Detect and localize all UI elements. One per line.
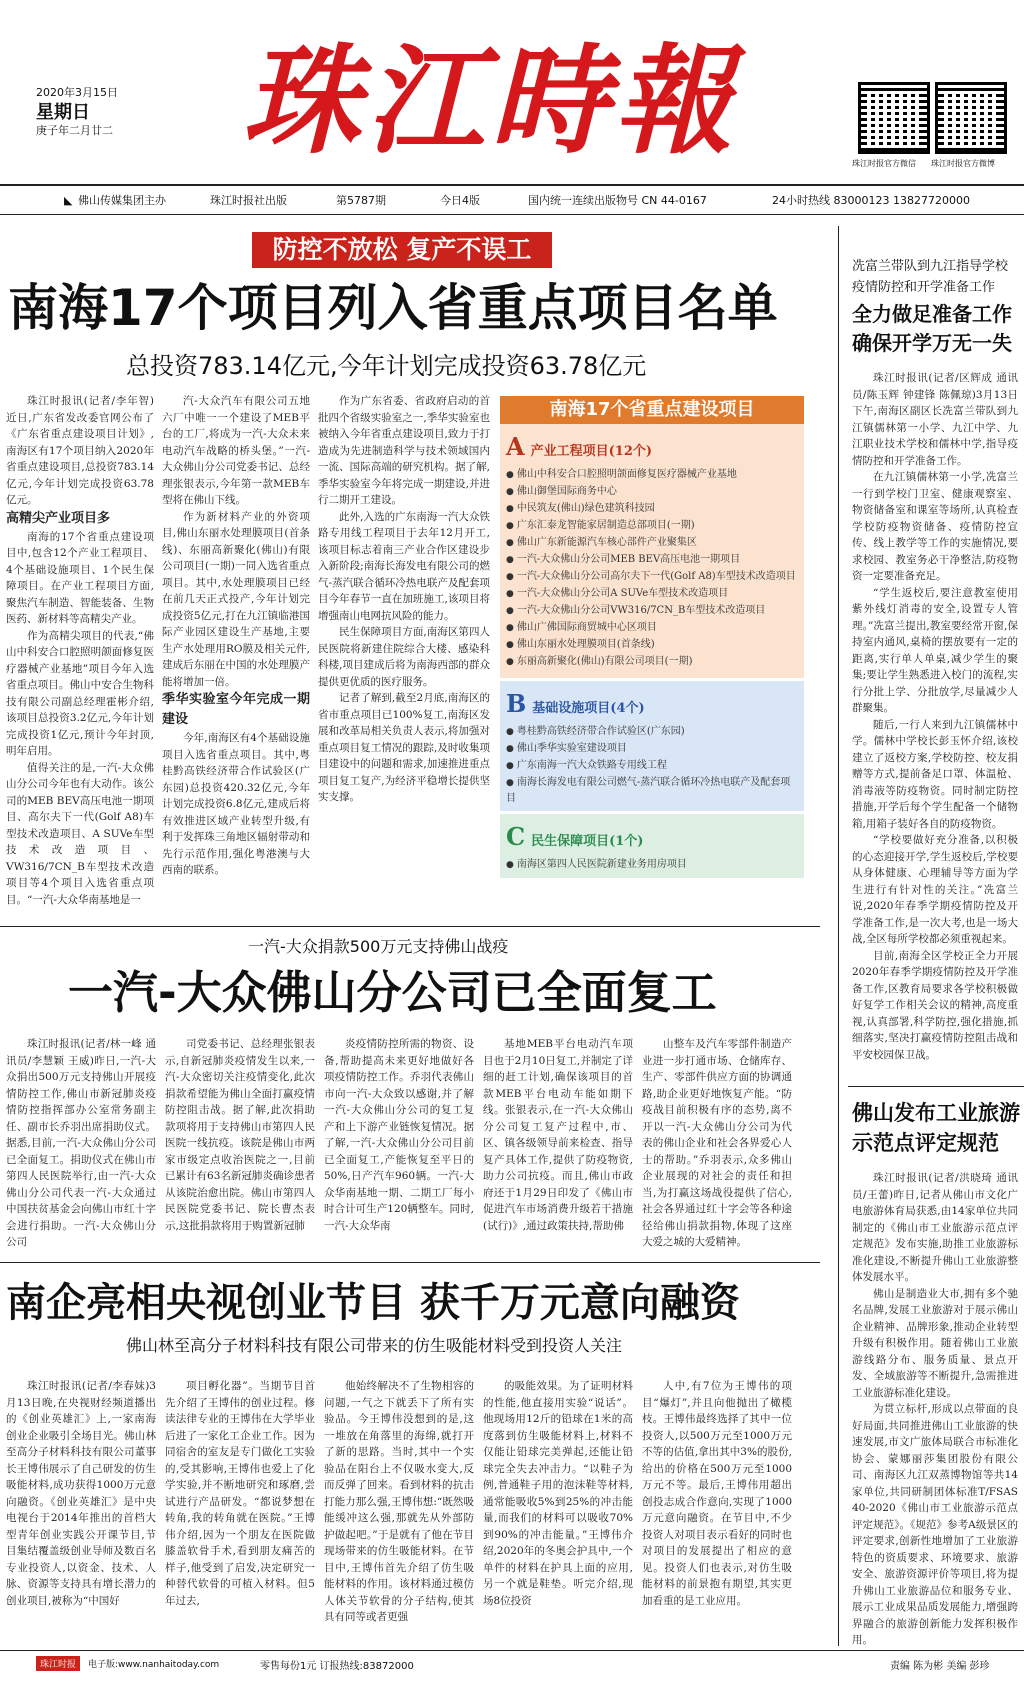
lead-subhead: 总投资783.14亿元,今年计划完成投资63.78亿元 <box>126 352 647 380</box>
qr2-caption: 珠江时报官方微博 <box>931 159 995 168</box>
project-item: ● 佛山季华实验室建设项目 <box>506 741 798 757</box>
article-column <box>6 1036 156 1248</box>
side1-kicker: 冼富兰带队到九江指导学校疫情防控和开学准备工作 <box>852 259 1009 295</box>
paragraph: 佛山是制造业大市,拥有多个驰名品牌,发展工业旅游对于展示佛山企业精神、品牌形象,推动企业转型升级有积极作用。随着佛山工业旅游线路分布、服务质量、景点开发、全域旅游等不断提升,急需推进工业旅游标准化建设。 <box>852 1287 1018 1399</box>
faw-headline: 一汽-大众佛山分公司已全面复工 <box>68 966 717 1019</box>
footer-website[interactable]: 电子版:www.nanhaitoday.com <box>88 1660 220 1670</box>
project-item: ● 南海区第四人民医院新建业务用房项目 <box>506 857 798 873</box>
paragraph: 珠江时报讯(记者/洪晓琦 通讯员/王蕾)昨日,记者从佛山市文化广电旅游体育局获悉,由14家单位共同制定的《佛山市工业旅游示范点评定规范》发布实施,助推工业旅游标准化建设,不断提升佛山工业旅游整体发展水平。 <box>852 1172 1018 1283</box>
project-item: ● 一汽-大众佛山分公司VW316/7CN_B车型技术改造项目 <box>506 603 798 619</box>
group-logo-icon: ◣ <box>64 194 73 207</box>
project-item: ● 东丽高新聚化(佛山)有限公司项目(一期) <box>506 654 798 670</box>
qr1-caption: 珠江时报官方微信 <box>852 159 916 168</box>
lead-headline: 南海17个项目列入省重点项目名单 <box>8 279 778 337</box>
paragraph: 作为新材料产业的外资项目,佛山东丽水处理膜项目(首条线)、东丽高新聚化(佛山)有限公司项目(一期)一同入选省重点项目。其中,水处理膜项目已经在前几天正式投产,今年计划完成投资5亿元,打在九江镇临港国际产业园区建设生产基地,主要生产水处理用RO膜及相关元件,建成后东丽在中国的水处理膜产能将增加一倍。 <box>162 510 310 688</box>
paragraph: 他始终解决不了生物相容的问题,一气之下就丢下了所有实验品。今王博伟没想到的是,这一堆放在角落里的海绵,就打开了新的思路。当时,其中一个实验品在阳台上不仅吸水变大,反而反弹了回来。看到材料的抗击打能力那么强,王博伟想:“既然吸能缓冲这么强,那就先从外部防护做起吧。”于是就有了他在节目现场带来的仿生吸能材料。在节目中,王博伟首先介绍了仿生吸能材料的作用。该材料通过模仿人体关节软骨的分子结构,使其具有同等或者更强 <box>324 1380 474 1623</box>
lead-col3 <box>318 393 490 888</box>
paragraph: 为贯立标杆,形成以点带面的良好局面,共同推进佛山工业旅游的快速发展,市文广旅体局联合市标准化协会、蒙娜丽莎集团股份有限公司、南海区九江双蒸博物馆等共14家单位,共同研制团体标准T/FSAS 40-2020《佛山市工业旅游示范点评定规范》。《规范》参考A级景区的评定要求,创新性地增加了工业旅游特色的资质要求、环境要求、旅游安全、旅游资源评价等项目,将为提升佛山工业旅游品位和服务专业、展示工业成果品质发展能力,增强跨界融合的旅游创新能力发挥积极作用。 <box>852 1403 1018 1646</box>
footer-brand: 珠江时报 <box>36 1656 80 1671</box>
masthead-lunar: 庚子年二月廿二 <box>36 124 113 137</box>
info-bar <box>0 192 1024 210</box>
faw-kicker: 一汽-大众捐款500万元支持佛山战疫 <box>248 937 509 956</box>
paragraph: 作为广东省委、省政府启动的首批四个省级实验室之一,季华实验室也被纳入今年省重点建设项目,致力于打造成为先进制造科学与技术领域国内一流、国际高端的研究机构。据了解,季华实验室今年将完成一期建设,并进行二期开工建设。 <box>318 395 490 506</box>
lead-col1 <box>6 393 154 906</box>
side2-headline: 佛山发布工业旅游示范点评定规范 <box>852 1101 1020 1155</box>
paragraph: 南海的17个省重点建设项目中,包含12个产业工程项目、4个基础设施项目、1个民生保障项目。在产业工程项目方面,聚焦汽车制造、智能装备、生物医药、新材料等高精尖产业。 <box>6 530 154 625</box>
qr-weibo-icon <box>935 82 1007 154</box>
info-issue: 第5787期 <box>336 194 386 207</box>
project-item: ● 佛山广佛国际商贸城中心区项目 <box>506 620 798 636</box>
projects-box-title: 南海17个省重点建设项目 <box>500 396 804 424</box>
paragraph: 随后,一行人来到九江镇儒林中学。儒林中学校长彭玉怀介绍,该校建立了返校方案,学校防控、校友捐赠等方式,提前备足口罩、体温枪、消毒液等防疫物资。同时制定防控措施,开学后每个学生配备一个储物箱,用箱子装好各自的防疫物资。 <box>852 718 1018 830</box>
section-b <box>500 681 804 811</box>
paragraph: 珠江时报讯(记者/区辉成 通讯员/陈玉辉 钟建锋 陈佩琼)3月13日下午,南海区副区长冼富兰带队到九江镇儒林第一小学、九江中学、九江职业技术学校和儒林中学,指导疫情防控和开学准备工作。 <box>852 372 1018 467</box>
article-column <box>165 1036 315 1248</box>
project-item: ● 粤桂黔高铁经济带合作试验区(广东园) <box>506 724 798 740</box>
article-column <box>483 1378 633 1640</box>
masthead-weekday: 星期日 <box>36 102 90 123</box>
project-item: ● 佛山御堡国际商务中心 <box>506 484 798 500</box>
subheading: 高精尖产业项目多 <box>6 510 111 526</box>
paragraph: 民生保障项目方面,南海区第四人民医院将新建住院综合大楼、感染科科楼,项目建成后将为南海西部的群众提供更优质的医疗服务。 <box>318 626 490 688</box>
paragraph: 司党委书记、总经理张银表示,自新冠肺炎疫情发生以来,一汽-大众密切关注疫情变化,此次捐款希望能为佛山全面打赢疫情防控阻击战。据了解,此次捐助款项将用于支持佛山市第四人民医院一线抗疫。该院是佛山市两家市级定点收治医院之一,目前已累计有63名新冠肺炎确诊患者从该院治愈出院。佛山市第四人民医院党委书记、院长曹杰表示,这批捐款将用于购置新冠肺 <box>165 1038 315 1232</box>
paragraph: 珠江时报讯(记者/林一峰 通讯员/李慧颖 王威)昨日,一汽-大众捐出500万元支持佛山开展疫情防控工作,佛山市新冠肺炎疫情防控指挥部办公室常务副主任、副市长乔羽出席捐助仪式。据悉,目前,一汽-大众佛山分公司已全面复工。捐助仪式在佛山市第四人民医院举行,由一汽-大众佛山分公司代表一汽-大众通过中国扶贫基金会向佛山市红十字会进行捐助。一汽-大众佛山分公司 <box>6 1038 156 1248</box>
section-b-title: B基础设施项目(4个) <box>506 689 645 718</box>
article-column <box>642 1036 792 1248</box>
article-column <box>483 1036 633 1248</box>
paragraph: 此外,入选的广东南海一汽大众铁路专用线工程项目于去年12月开工,该项目标志着南三产业合作区建设步入新阶段;南海长海发电有限公司的燃气-蒸汽联合循环冷热电联产及配套项目今年春节一直在加班施工,该项目将增强南山电网抗风险的能力。 <box>318 510 490 622</box>
project-item: ● 广东南海一汽大众铁路专用线工程 <box>506 758 798 774</box>
projects-box <box>500 396 804 888</box>
paragraph: 人中,有7位为王博伟的项目“爆灯”,并且向他抛出了橄榄枝。王博伟最终选择了其中一位投资人,以500万元至1000万元不等的估值,拿出其中3%的股份,给出的价格在500万元至1000万元不等。最后,王博伟用超出创投志成合作意向,实现了1000万元意向融资。在节目中,不少投资人对项目表示看好的同时也对项目的发展提出了相应的意见。投资人们也表示,对仿生吸能材料的前景抱有期望,其实更加看重的是工业应用。 <box>642 1380 792 1607</box>
paragraph: 基地MEB平台电动汽车项目也于2月10日复工,并制定了详细的赶工计划,确保该项目的首款MEB平台电动车能如期下线。张银表示,在一汽-大众佛山分公司复工复产过程中,市、区、镇各级领导前来检查、指导复产具体工作,提供了防疫物资,助力公司抗疫。而且,佛山市政府还于1月29日印发了《佛山市促进汽车市场消费升级若干措施(试行)》,通过政策扶持,帮助佛 <box>483 1038 633 1232</box>
paragraph: 珠江时报讯(记者/李年智)近日,广东省发改委官网公布了《广东省重点建设项目计划》,南海区有17个项目纳入2020年省重点建设项目,总投资783.14亿元,今年计划完成投资63.78亿元。 <box>6 395 154 506</box>
paragraph: “学校要做好充分准备,以积极的心态迎接开学,学生返校后,学校要从身体健康、心理辅导等方面为学生进行有针对性的关注。”冼富兰说,2020年春季学期疫情防控及开学准备工作,是一次大考,也是一场大战,全区每所学校都必须重视起来。 <box>852 834 1018 945</box>
lead-banner: 防控不放松 复产不误工 <box>252 232 552 268</box>
paragraph: 珠江时报讯(记者/李春妹)3月13日晚,在央视财经频道播出的《创业英雄汇》上,一家南海创业企业吸引全场目光。佛山林至高分子材料科技有限公司董事长王博伟展示了自己研发的仿生吸能材料,成功获得1000万元意向融资。《创业英雄汇》是中央电视台于2014年推出的首档大型青年创业实践公开课节目,节目集结覆盖级创业导师及数百名专业投资人,以资金、技术、人脉、资源等支持具有增长潜力的创业项目,被称为“中国好 <box>6 1380 156 1607</box>
side1-headline: 全力做足准备工作 确保开学万无一失 <box>852 302 1012 355</box>
project-item: ● 广东汇泰龙智能家居制造总部项目(一期) <box>506 518 798 534</box>
footer-editors: 责编 陈为彬 美编 彭珍 <box>890 1661 990 1672</box>
info-group: 佛山传媒集团主办 <box>78 194 166 207</box>
info-pages: 今日4版 <box>440 194 480 207</box>
footer-price: 零售每份1元 订报热线:83872000 <box>260 1661 414 1672</box>
article-column <box>324 1036 474 1248</box>
info-cn: 国内统一连续出版物号 CN 44-0167 <box>528 194 707 207</box>
paragraph: 汽-大众汽车有限公司五地六厂中唯一一个建设了MEB平台的工厂,将成为一汽-大众未来电动汽车战略的桥头堡。”一汽-大众佛山分公司党委书记、总经理张银表示,今年第一款MEB车型将在佛山下线。 <box>162 395 310 506</box>
paragraph: 炎疫情防控所需的物资、设备,帮助提高未来更好地做好各项疫情防控工作。乔羽代表佛山市向一汽-大众致以感谢,并了解一汽-大众佛山分公司的复工复产和上下游产业链恢复情况。据了解,一汽-大众佛山分公司目前已全面复工,产能恢复至平日的50%,日产汽车960辆。一汽-大众华南基地一期、二期工厂每小时合计可生产120辆整车。同时,一汽-大众华南 <box>324 1038 474 1232</box>
article-column <box>324 1378 474 1640</box>
subheading: 季华实验室今年完成一期建设 <box>162 692 310 727</box>
info-publisher: 珠江时报社出版 <box>210 194 287 207</box>
masthead-date: 2020年3月15日 <box>36 86 118 99</box>
side2-body <box>852 1170 1018 1646</box>
section-a-title: A产业工程项目(12个) <box>506 432 653 461</box>
qr-wechat-icon <box>858 82 930 154</box>
project-item: ● 一汽-大众佛山分公司A SUVe车型技术改造项目 <box>506 586 798 602</box>
masthead-title: 珠江時報 <box>241 31 738 170</box>
section-c <box>500 814 804 878</box>
paragraph: “学生返校后,要注意教室使用紫外线灯消毒的安全,设置专人管理。”冼富兰提出,教室要经常开窗,保持室内通风,桌椅的摆放要有一定的距离,实行单人单桌,减少学生的聚集;要让学生熟悉进入校门的流程,实行分批上学、分批放学,尽量减少人群聚集。 <box>852 586 1018 714</box>
nanqi-headline: 南企亮相央视创业节目 获千万元意向融资 <box>6 1280 740 1326</box>
side1-body <box>852 370 1018 1061</box>
section-a <box>500 424 804 678</box>
paragraph: 作为高精尖项目的代表,“佛山中科安合口腔照明颌面修复医疗器械产业基地”项目今年入选省重点项目。佛山中安合生物科技有限公司副总经理霍彬介绍,该项目总投资3.2亿元,今年计划完成投资1亿元,预计今年封顶,明年启用。 <box>6 629 154 757</box>
paragraph: 记者了解到,截至2月底,南海区的省市重点项目已100%复工,南海区发展和改革局相关负责人表示,将加强对重点项目复工情况的跟踪,及时收集项目建设中的问题和需求,加速推进重点项目复工复产,为经济平稳增长提供坚实支撑。 <box>318 692 490 803</box>
section-c-title: C民生保障项目(1个) <box>506 822 644 851</box>
paragraph: 的吸能效果。为了证明材料的性能,他直接用实验“说话”。他现场用12斤的铅球在1米的高度落到仿生吸能材料上,材料不仅能让铅球完美弹起,还能让铅球完全失去冲击力。“以鞋子为例,普通鞋子用的泡沫鞋等材料,通常能吸收5%到25%的冲击能量,而我们的材料可以吸收70%到90%的冲击能量。”王博伟介绍,2020年的冬奥会护具中,一个单件的材料在护具上面的应用,另一个就是鞋垫。听完介绍,现场8位投资 <box>483 1380 633 1607</box>
project-item: ● 佛山中科安合口腔照明颌面修复医疗器械产业基地 <box>506 467 798 483</box>
project-item: ● 中民筑友(佛山)绿色建筑科技园 <box>506 501 798 517</box>
paragraph: 值得关注的是,一汽-大众佛山分公司今年也有大动作。该公司的MEB BEV高压电池一期项目、高尔夫下一代(Golf A8)车型技术改造项目、A SUVe车型技术改造项目、VW316/7CN_B车型技术改造项目等4个项目入选省重点项目。“一汽-大众华南基地是一 <box>6 761 154 906</box>
paragraph: 山整车及汽车零部件制造产业进一步打通市场、仓储库存、生产、零部件供应方面的协调通路,助企业更好地恢复产能。“防疫战目前积极有序的态势,离不开以一汽-大众佛山分公司为代表的佛山企业和社会各界爱心人士的帮助。”乔羽表示,众多佛山企业展现的对社会的责任和担当,为打赢这场战役提供了信心,社会各界通过红十字会等各种途径给佛山捐款捐物,体现了这座大爱之城的大爱精神。 <box>642 1038 792 1248</box>
info-hotline: 24小时热线 83000123 13827720000 <box>772 194 970 207</box>
project-item: ● 一汽-大众佛山分公司MEB BEV高压电池一期项目 <box>506 552 798 568</box>
paragraph: 在九江镇儒林第一小学,冼富兰一行到学校门卫室、健康观察室、物资储备室和课室等场所,认真检查学校防疫物资储备、疫情防控宣传、线上教学等工作的实施情况,要求校园、教室务必干净整洁,防疫物资一定要准备充足。 <box>852 471 1018 582</box>
nanqi-subhead: 佛山林至高分子材料科技有限公司带来的仿生吸能材料受到投资人关注 <box>126 1336 623 1355</box>
article-column <box>6 1378 156 1640</box>
project-item: ● 佛山广东新能源汽车核心部件产业聚集区 <box>506 535 798 551</box>
paragraph: 项目孵化器”。当期节目首先介绍了王博伟的创业过程。修读法律专业的王博伟在大学毕业后进了一家化工企业工作。因为同宿舍的室友是专门做化工实验的,受其影响,王博伟也爱上了化学实验,并不断地研究和琢磨,尝试进行产品研发。“都说梦想在转角,我的转角就在医院。”王博伟介绍,因为一个朋友在医院做膝盖软骨手术,看到朋友痛苦的样子,他受到了启发,决定研究一种替代软骨的可植入材料。但5年过去, <box>165 1380 315 1607</box>
article-column <box>165 1378 315 1640</box>
project-item: ● 一汽-大众佛山分公司高尔夫下一代(Golf A8)车型技术改造项目 <box>506 569 798 585</box>
paragraph: 今年,南海区有4个基础设施项目入选省重点项目。其中,粤桂黔高铁经济带合作试验区(广东园)总投资420.32亿元,今年计划完成投资6.8亿元,建成后将有效推进区域产业转型升级,有利于发挥珠三角地区辐射带动和先行示范作用,强化粤港澳与大西南的联系。 <box>162 732 310 876</box>
project-item: ● 南海长海发电有限公司燃气-蒸汽联合循环冷热电联产及配套项目 <box>506 775 798 806</box>
article-column <box>642 1378 792 1640</box>
lead-col2 <box>162 393 310 888</box>
paragraph: 目前,南海全区学校正全力开展2020年春季学期疫情防控及开学准备工作,区教育局要求各学校积极做好复学工作相关会议的精神,高度重视,认真部署,科学防控,强化措施,抓细落实,坚决打赢疫情防控阻击战和平安校园保卫战。 <box>852 949 1018 1061</box>
project-item: ● 佛山东丽水处理膜项目(首条线) <box>506 637 798 653</box>
